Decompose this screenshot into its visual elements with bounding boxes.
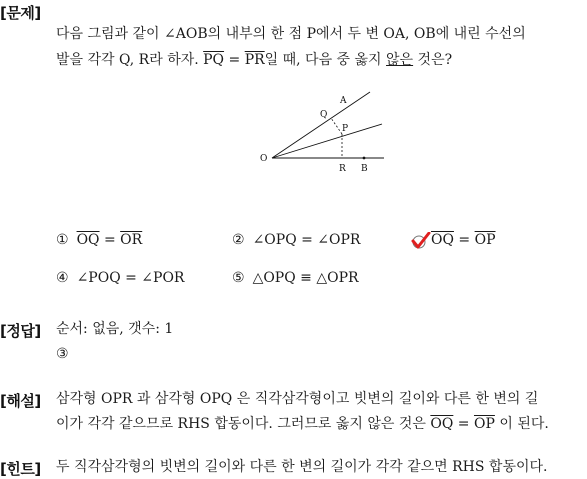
problem-line-1: 다음 그림과 같이 ∠AOB의 내부의 한 점 P에서 두 변 OA, OB에 내린 수선의 — [56, 26, 526, 42]
option-4[interactable]: ④ ∠POQ = ∠POR — [56, 270, 185, 286]
label-b: B — [361, 164, 368, 174]
label-q: Q — [320, 110, 328, 120]
checkmark-icon — [411, 232, 431, 250]
option-1[interactable]: ① $\overline{OQ} = \overline{OR}$ — [56, 232, 143, 248]
answer-tag: [정답] — [0, 322, 41, 340]
answer-line-2: ③ — [56, 346, 69, 362]
explanation-line-2: 이가 각각 같으므로 RHS 합동이다. 그러므로 옳지 않은 것은 $\overline{OQ} = \overline{OP}$ 이 된다. — [56, 416, 549, 432]
label-r: R — [339, 164, 346, 174]
point-b — [363, 157, 366, 160]
negation-underlined: 않은 — [386, 52, 414, 68]
ray-oa — [272, 92, 370, 158]
hint-tag: [힌트] — [0, 460, 41, 478]
option-5[interactable]: ⑤ △OPQ ≡ △OPR — [232, 270, 359, 286]
ray-op — [272, 124, 382, 158]
label-p: P — [342, 124, 349, 134]
option-2[interactable]: ② ∠OPQ = ∠OPR — [232, 232, 361, 248]
perpendicular-pq — [331, 118, 342, 134]
explanation-tag: [해설] — [0, 392, 41, 410]
angle-figure — [254, 88, 394, 178]
explanation-line-1: 삼각형 OPR 과 삼각형 OPQ 은 직각삼각형이고 빗변의 길이와 다른 한 변의 길 — [56, 391, 539, 407]
hint-line-1: 두 직각삼각형의 빗변의 길이와 다른 한 변의 길이가 각각 같으면 RHS 합동이다. — [56, 459, 548, 475]
problem-tag: [문제] — [0, 4, 41, 22]
option-3[interactable]: $\overline{OQ} = \overline{OP}$ — [411, 230, 496, 250]
label-a: A — [340, 96, 347, 106]
answer-line-1: 순서: 없음, 갯수: 1 — [56, 321, 174, 337]
label-o: O — [260, 154, 268, 164]
problem-line-2: 발을 각각 Q, R라 하자. $\overline{PQ} = \overline{PR}$일 때, 다음 중 옳지 않은 것은? — [56, 52, 453, 68]
